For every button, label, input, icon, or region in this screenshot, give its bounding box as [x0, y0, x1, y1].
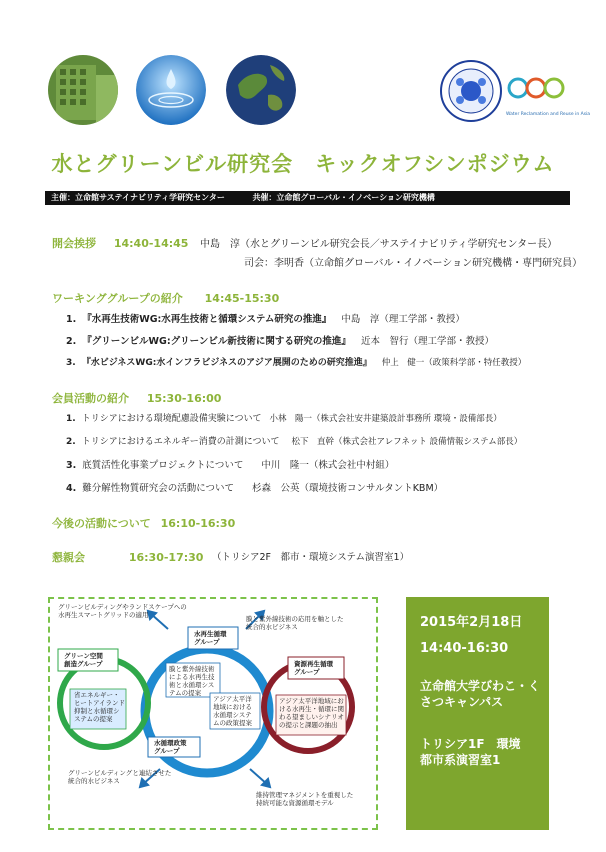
- party-time: 16:30-17:30: [128, 551, 204, 564]
- wg-item: [66, 333, 494, 347]
- wg-label: ワーキンググループの紹介: [52, 292, 183, 305]
- green-group-label: グリーン空間 創造グループ: [64, 652, 103, 669]
- opening-label: 開会挨拶: [52, 237, 96, 250]
- wg-heading: [52, 290, 279, 306]
- party-place: （トリシア2F 都市・環境システム演習室1）: [212, 552, 410, 563]
- diagram-top-right-text: 膜と紫外線技術の応用を軸とした 統合的水ビジネス: [246, 615, 344, 632]
- members-item-num: 1.: [66, 414, 76, 424]
- cosponsor: 共催：立命館グローバル・イノベーション研究機構: [252, 193, 435, 202]
- members-item-speaker: 中川 隆一（株式会社中村組）: [261, 460, 395, 471]
- wg-item-title: 『グリーンビルWG:グリーンビル新技術に関する研究の推進』: [82, 336, 351, 347]
- future-label: 今後の活動について: [52, 517, 151, 530]
- opening-mc: 司会：李明香（立命館グローバル・イノベーション研究機構・専門研究員）: [244, 258, 583, 269]
- opening-speaker: 中島 淳（水とグリーンビル研究会長／サステイナビリティ学研究センター長）: [200, 239, 558, 250]
- wg-item-num: 3.: [66, 358, 76, 368]
- event-time: 14:40-16:30: [420, 641, 509, 656]
- page-title: 水とグリーンビル研究会 キックオフシンポジウム: [51, 152, 555, 176]
- members-item-speaker: 松下 直幹（株式会社アレフネット 設備情報システム部長）: [291, 437, 523, 447]
- water-drop-photo: [136, 55, 206, 125]
- red-group-detail: アジア太平洋地域にお ける水再生・循環に関 わる望ましいシナリオ の提示と課題の抽出: [279, 697, 344, 730]
- members-item: [66, 434, 522, 447]
- members-label: 会員活動の紹介: [52, 392, 129, 405]
- wg-item: [66, 311, 465, 325]
- event-venue: 立命館大学びわこ・く さつキャンパス: [420, 679, 541, 709]
- members-item-title: トリシアにおける環境配慮設備実験について: [81, 414, 262, 424]
- members-heading: [52, 390, 221, 406]
- members-time: 15:30-16:00: [146, 392, 222, 405]
- members-item: [66, 411, 502, 424]
- wg-item-speaker: 近本 智行（理工学部・教授）: [360, 336, 494, 347]
- blue-group-label: 水再生循環 グループ: [194, 630, 227, 647]
- policy-group-detail: アジア太平洋 地域における 水循環システ ムの政策提案: [213, 695, 252, 728]
- diagram-bottom-right-text: 維持管理マネジメントを重視した 持続可能な資源循環モデル: [256, 791, 354, 808]
- wg-time: 14:45-15:30: [204, 292, 280, 305]
- diagram-bottom-left-text: グリーンビルディングと連結させた 統合的水ビジネス: [68, 769, 172, 786]
- wg-item-speaker: 仲上 健一（政策科学部・特任教授）: [381, 358, 527, 368]
- members-item-num: 2.: [66, 437, 76, 447]
- research-seal-logo: [440, 60, 502, 122]
- members-item-num: 4.: [66, 483, 77, 494]
- event-room: トリシア1F 環境 都市系演習室1: [420, 737, 521, 767]
- event-date: 2015年2月18日: [420, 615, 523, 630]
- wg-item-num: 1.: [66, 314, 77, 325]
- water-reuse-logo: [506, 72, 591, 118]
- opening-time: 14:40-14:45: [113, 237, 189, 250]
- wg-item-speaker: 中島 淳（理工学部・教授）: [341, 314, 465, 325]
- party-label: 懇親会: [52, 551, 85, 564]
- event-info-panel: [406, 597, 549, 830]
- research-diagram: [48, 597, 378, 830]
- building-photo: [48, 55, 118, 125]
- members-item-speaker: 杉森 公英（環境技術コンサルタントKBM）: [252, 483, 444, 494]
- blue-group-detail: 膜と紫外線技術 による水再生技 術と水循環シス テムの提案: [169, 665, 215, 698]
- members-item-title: トリシアにおけるエネルギー消費の計測について: [81, 437, 280, 447]
- members-item-title: 底質活性化事業プロジェクトについて: [82, 460, 244, 471]
- sponsor-bar: [45, 191, 570, 205]
- logo-caption: Water Reclamation and Reuse in Asia: [506, 112, 591, 117]
- organizer: 主催：立命館サステイナビリティ学研究センター: [51, 193, 225, 202]
- wg-item-title: 『水再生技術WG:水再生技術と循環システム研究の推進』: [82, 314, 332, 325]
- party-heading: [52, 549, 203, 565]
- diagram-top-left-text: グリーンビルディングやランドスケープへの 水再生スマートグリッドの適用: [58, 603, 187, 620]
- wg-item-title: 『水ビジネスWG:水インフラビジネスのアジア展開のための研究推進』: [81, 358, 372, 368]
- members-item: [66, 480, 443, 494]
- policy-group-label: 水循環政策 グループ: [154, 739, 187, 756]
- future-time: 16:10-16:30: [160, 517, 236, 530]
- earth-globe-photo: [226, 55, 296, 125]
- future-heading: [52, 515, 235, 531]
- members-item: [66, 457, 394, 471]
- wg-item-num: 2.: [66, 336, 77, 347]
- members-item-num: 3.: [66, 460, 77, 471]
- opening-heading: [52, 235, 188, 251]
- red-group-label: 資源再生循環 グループ: [294, 660, 333, 677]
- green-group-detail: 省エネルギー・ ヒートアイランド 抑制と水循環シ ステムの提案: [74, 691, 125, 724]
- members-item-speaker: 小林 陽一（株式会社安井建築設計事務所 環境・設備部長）: [269, 414, 502, 424]
- members-item-title: 難分解性物質研究会の活動について: [82, 483, 235, 494]
- wg-item: [66, 355, 526, 368]
